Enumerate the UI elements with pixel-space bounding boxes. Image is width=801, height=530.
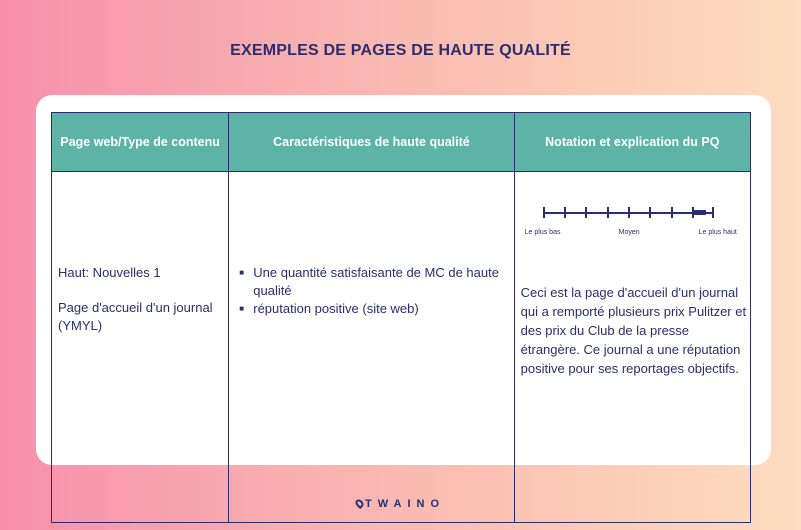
characteristics-list — [237, 264, 505, 318]
header-characteristics: Caractéristiques de haute qualité — [229, 113, 514, 172]
scale-tick — [585, 207, 587, 218]
list-item: ■ réputation positive (site web) — [237, 300, 505, 318]
scale-high-label: Le plus haut — [698, 229, 737, 236]
scale-tick — [543, 207, 545, 218]
cell-characteristics — [229, 172, 514, 523]
scale-low-label: Le plus bas — [524, 229, 561, 236]
table-card — [36, 95, 771, 465]
scale-tick — [564, 207, 566, 218]
scale-mid-label: Moyen — [618, 229, 640, 236]
list-item: ■ Une quantité satisfaisante de MC de haute qualité — [237, 264, 505, 300]
page-type-description: Page d'accueil d'un journal (YMYL) — [58, 300, 213, 333]
rating-scale — [521, 204, 737, 236]
quality-table — [51, 112, 751, 523]
header-page-type: Page web/Type de contenu — [52, 113, 229, 172]
brand-name: TWAINO — [365, 498, 445, 510]
page-title: EXEMPLES DE PAGES DE HAUTE QUALITÉ — [230, 42, 571, 59]
cell-page-type — [52, 172, 229, 523]
location-pin-icon — [354, 498, 365, 509]
table-row — [52, 172, 751, 523]
scale-tick — [649, 207, 651, 218]
brand-logo — [0, 498, 801, 510]
page-type-label: Haut: Nouvelles 1 — [58, 265, 161, 280]
scale-tick — [607, 207, 609, 218]
scale-tick — [671, 207, 673, 218]
cell-rating — [514, 172, 750, 523]
header-rating: Notation et explication du PQ — [514, 113, 750, 172]
rating-explanation: Ceci est la page d'accueil d'un journal qui a remporté plusieurs prix Pulitzer et des prix du Club de la presse étrangère. Ce journal a une réputation positive pour ses reportages objectifs. — [520, 285, 747, 376]
header-row — [52, 113, 751, 172]
rating-marker — [694, 210, 706, 215]
scale-tick — [712, 207, 714, 218]
scale-tick — [628, 207, 630, 218]
